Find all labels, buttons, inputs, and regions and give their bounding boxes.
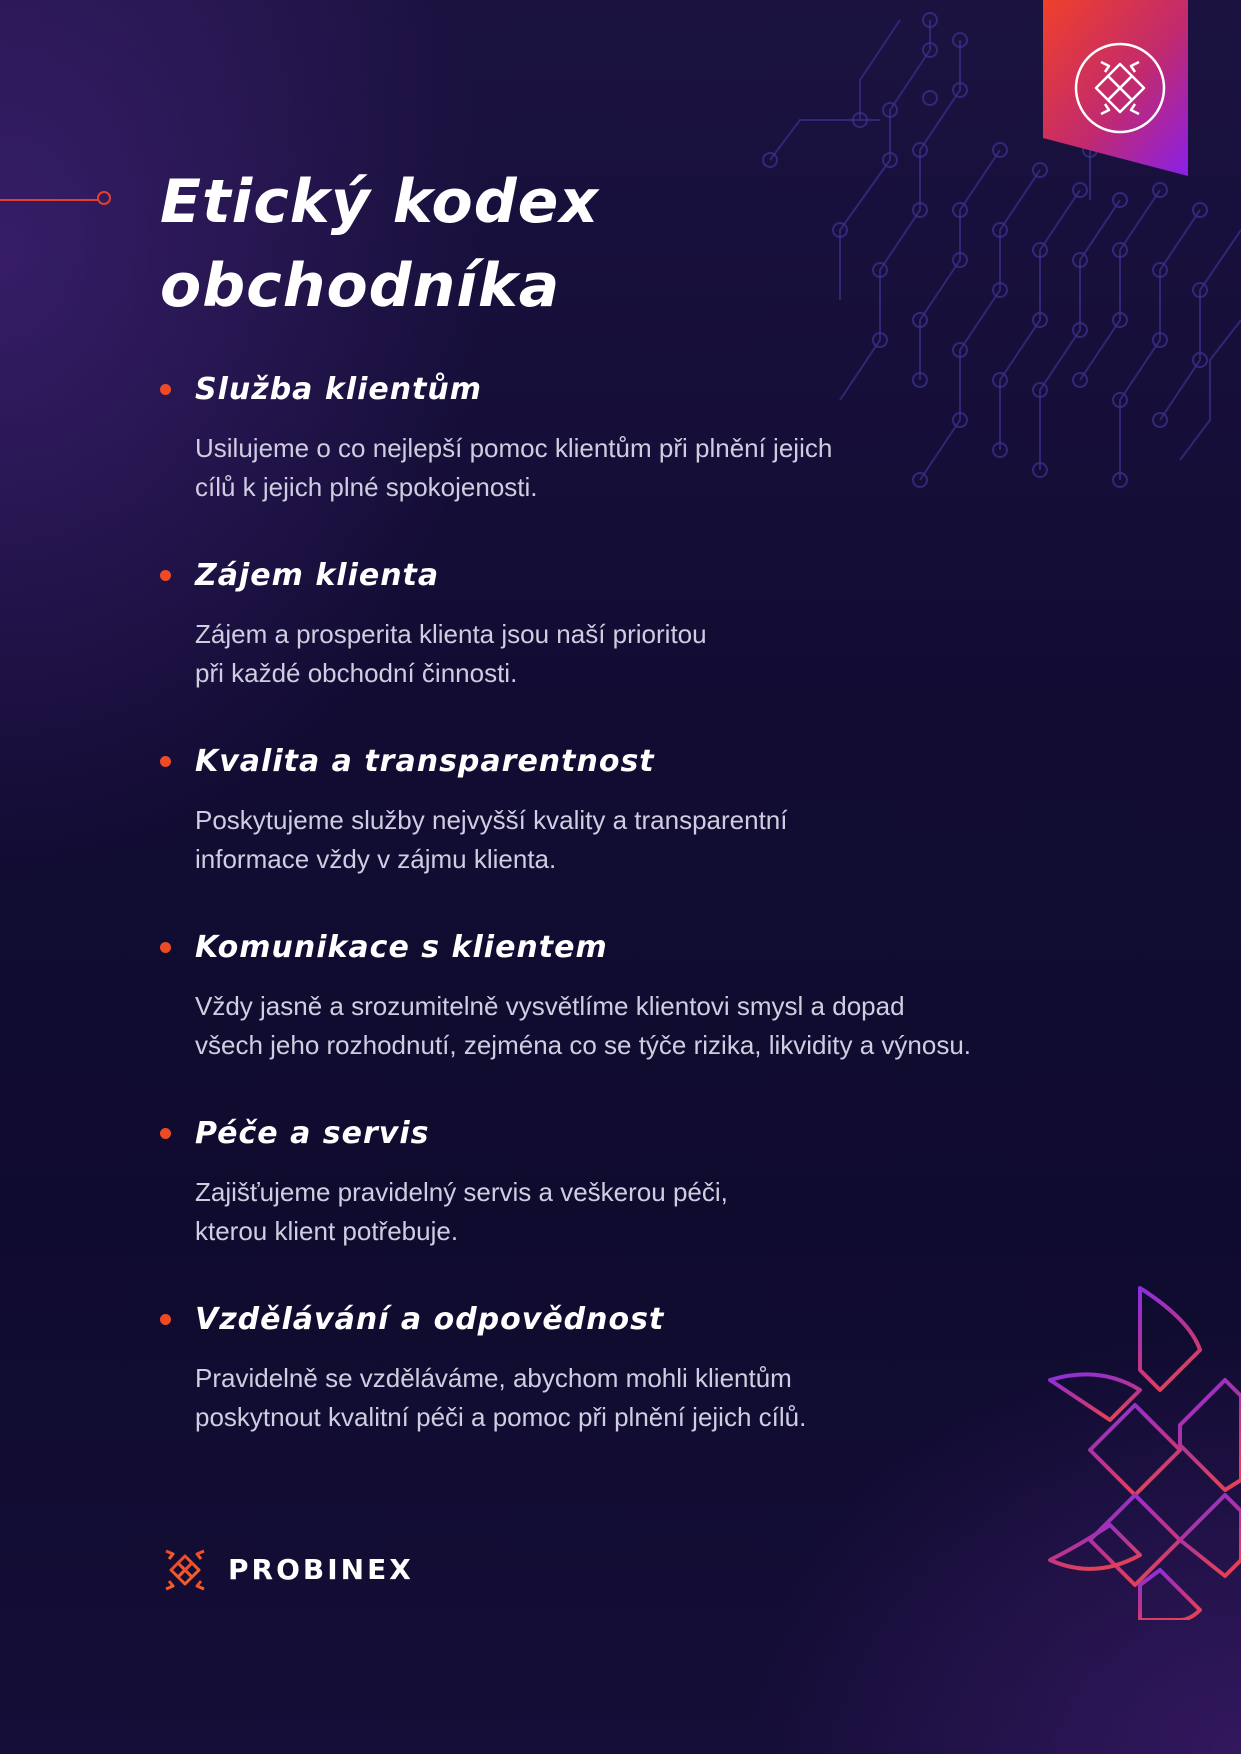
item-text-line: poskytnout kvalitní péči a pomoc při plnění jejich cílů. xyxy=(195,1402,807,1432)
item-text xyxy=(195,987,971,1065)
item-text-line: Zajišťujeme pravidelný servis a veškerou péči, xyxy=(195,1177,728,1207)
code-list xyxy=(160,370,1120,1486)
probinex-logo-icon xyxy=(160,1545,210,1595)
code-item-kvalita-a-transparentnost xyxy=(160,742,1120,928)
code-item-pece-a-servis xyxy=(160,1114,1120,1300)
item-text xyxy=(195,1173,728,1251)
item-text-line: Vždy jasně a srozumitelně vysvětlíme klientovi smysl a dopad xyxy=(195,991,905,1021)
item-text-line: Zájem a prosperita klienta jsou naší prioritou xyxy=(195,619,707,649)
item-text xyxy=(195,1359,806,1437)
accent-dot-icon xyxy=(97,191,111,205)
page-title xyxy=(160,160,599,328)
bullet-dot-icon xyxy=(160,756,171,767)
item-title: Zájem klienta xyxy=(195,558,440,593)
item-text-line: Poskytujeme služby nejvyšší kvality a transparentní xyxy=(195,805,788,835)
page-title-line-1: Etický kodex xyxy=(160,167,600,237)
code-item-sluzba-klientum xyxy=(160,370,1120,556)
bullet-dot-icon xyxy=(160,1314,171,1325)
item-text xyxy=(195,801,787,879)
probinex-emblem-icon xyxy=(1043,0,1188,176)
brand-name: PROBINEX xyxy=(228,1553,414,1586)
decorative-shapes xyxy=(1040,1280,1241,1620)
item-title: Kvalita a transparentnost xyxy=(195,744,655,779)
code-item-zajem-klienta xyxy=(160,556,1120,742)
item-text-line: všech jeho rozhodnutí, zejména co se týče rizika, likvidity a výnosu. xyxy=(195,1030,972,1060)
bullet-dot-icon xyxy=(160,570,171,581)
code-item-komunikace-s-klientem xyxy=(160,928,1120,1114)
item-text-line: cílů k jejich plné spokojenosti. xyxy=(195,472,538,502)
code-item-vzdelavani-a-odpovednost xyxy=(160,1300,1120,1486)
accent-line xyxy=(0,199,98,201)
item-text xyxy=(195,615,707,693)
item-text-line: Usilujeme o co nejlepší pomoc klientům při plnění jejich xyxy=(195,433,833,463)
item-text-line: informace vždy v zájmu klienta. xyxy=(195,844,557,874)
item-text-line: Pravidelně se vzděláváme, abychom mohli klientům xyxy=(195,1363,792,1393)
page-title-line-2: obchodníka xyxy=(160,251,561,321)
item-title: Služba klientům xyxy=(195,372,483,407)
item-text xyxy=(195,429,832,507)
bullet-dot-icon xyxy=(160,942,171,953)
item-text-line: při každé obchodní činnosti. xyxy=(195,658,518,688)
item-title: Péče a servis xyxy=(195,1116,430,1151)
item-title: Vzdělávání a odpovědnost xyxy=(195,1302,665,1337)
bullet-dot-icon xyxy=(160,384,171,395)
item-text-line: kterou klient potřebuje. xyxy=(195,1216,459,1246)
bullet-dot-icon xyxy=(160,1128,171,1139)
item-title: Komunikace s klientem xyxy=(195,930,608,965)
